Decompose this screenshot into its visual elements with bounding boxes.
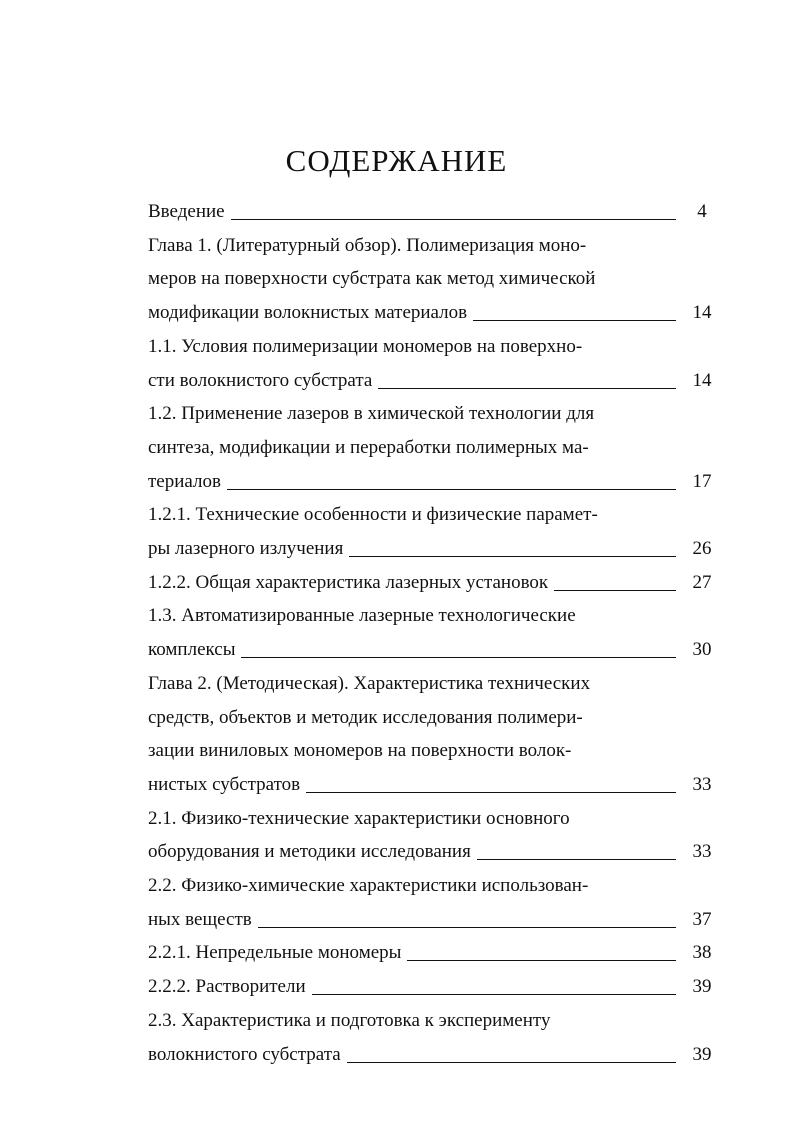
toc-entry-final-line bbox=[148, 908, 676, 932]
toc-entry-line: синтеза, модификации и переработки полимерных ма- bbox=[148, 437, 589, 458]
toc-page-number: 26 bbox=[692, 538, 712, 559]
toc-entry-final-line bbox=[148, 840, 676, 864]
leader-rule bbox=[347, 1062, 676, 1063]
toc-entry-line: Глава 2. (Методическая). Характеристика технических bbox=[148, 673, 591, 694]
toc-entry-final-line bbox=[148, 773, 676, 797]
leader-rule bbox=[241, 657, 676, 658]
toc-page-number: 39 bbox=[692, 1044, 712, 1065]
leader-rule bbox=[231, 219, 676, 220]
toc-entry-line: 2.1. Физико-технические характеристики основного bbox=[148, 808, 570, 829]
toc-entry-line: 1.2. Применение лазеров в химической технологии для bbox=[148, 403, 595, 424]
toc-entry-line: зации виниловых мономеров на поверхности волок- bbox=[148, 740, 572, 761]
toc-entry-line: Глава 1. (Литературный обзор). Полимеризация моно- bbox=[148, 235, 587, 256]
toc-entry-line: 1.2.1. Технические особенности и физические парамет- bbox=[148, 504, 598, 525]
toc-entry-final-line bbox=[148, 941, 676, 965]
toc-entry-final-line bbox=[148, 1043, 676, 1067]
toc-entry-final-line bbox=[148, 369, 676, 393]
leader-rule bbox=[227, 489, 676, 490]
toc-page-number: 39 bbox=[692, 976, 712, 997]
page-title: СОДЕРЖАНИЕ bbox=[285, 143, 508, 178]
toc-entry-label: оборудования и методики исследования bbox=[148, 841, 471, 862]
toc-entry-line: 2.2. Физико-химические характеристики использован- bbox=[148, 875, 589, 896]
toc-entry-line: 1.1. Условия полимеризации мономеров на поверхно- bbox=[148, 336, 583, 357]
toc-page-number: 14 bbox=[692, 302, 712, 323]
toc-page-number: 17 bbox=[692, 471, 712, 492]
toc-entry-line: 1.3. Автоматизированные лазерные технологические bbox=[148, 605, 576, 626]
toc-entry-label: 2.2.1. Непредельные мономеры bbox=[148, 942, 402, 963]
toc-page-number: 33 bbox=[692, 841, 712, 862]
toc-entry-final-line bbox=[148, 200, 676, 224]
toc-page-number: 4 bbox=[697, 201, 707, 222]
leader-rule bbox=[407, 960, 676, 961]
toc-entry-final-line bbox=[148, 975, 676, 999]
toc-entry-label: модификации волокнистых материалов bbox=[148, 302, 468, 323]
toc-entry-final-line bbox=[148, 571, 676, 595]
toc-entry-final-line bbox=[148, 301, 676, 325]
toc-entry-line: меров на поверхности субстрата как метод химической bbox=[148, 268, 596, 289]
toc-entry-label: 1.2.2. Общая характеристика лазерных установок bbox=[148, 572, 549, 593]
toc-page-number: 38 bbox=[692, 942, 712, 963]
toc-page-number: 37 bbox=[692, 909, 712, 930]
leader-rule bbox=[312, 994, 676, 995]
toc-page-number: 30 bbox=[692, 639, 712, 660]
leader-rule bbox=[477, 859, 676, 860]
leader-rule bbox=[378, 388, 676, 389]
leader-rule bbox=[306, 792, 676, 793]
toc-entry-label: нистых субстратов bbox=[148, 774, 301, 795]
toc-entry-line: средств, объектов и методик исследования полимери- bbox=[148, 707, 583, 728]
leader-rule bbox=[349, 556, 676, 557]
toc-entry-line: 2.3. Характеристика и подготовка к эксперименту bbox=[148, 1010, 551, 1031]
toc-page-number: 14 bbox=[692, 370, 712, 391]
toc-entry-label: сти волокнистого субстрата bbox=[148, 370, 373, 391]
toc-entry-final-line bbox=[148, 537, 676, 561]
toc-entry-label: комплексы bbox=[148, 639, 236, 660]
leader-rule bbox=[473, 320, 676, 321]
toc-entry-label: ры лазерного излучения bbox=[148, 538, 344, 559]
leader-rule bbox=[258, 927, 676, 928]
toc-entry-label: Введение bbox=[148, 201, 225, 222]
leader-rule bbox=[554, 590, 676, 591]
toc-entry-label: 2.2.2. Растворители bbox=[148, 976, 306, 997]
toc-page-number: 27 bbox=[692, 572, 712, 593]
toc-page-number: 33 bbox=[692, 774, 712, 795]
toc-entry-final-line bbox=[148, 470, 676, 494]
toc-entry-label: волокнистого субстрата bbox=[148, 1044, 341, 1065]
toc-entry-label: ных веществ bbox=[148, 909, 252, 930]
toc-entry-label: териалов bbox=[148, 471, 221, 492]
toc-entry-final-line bbox=[148, 638, 676, 662]
